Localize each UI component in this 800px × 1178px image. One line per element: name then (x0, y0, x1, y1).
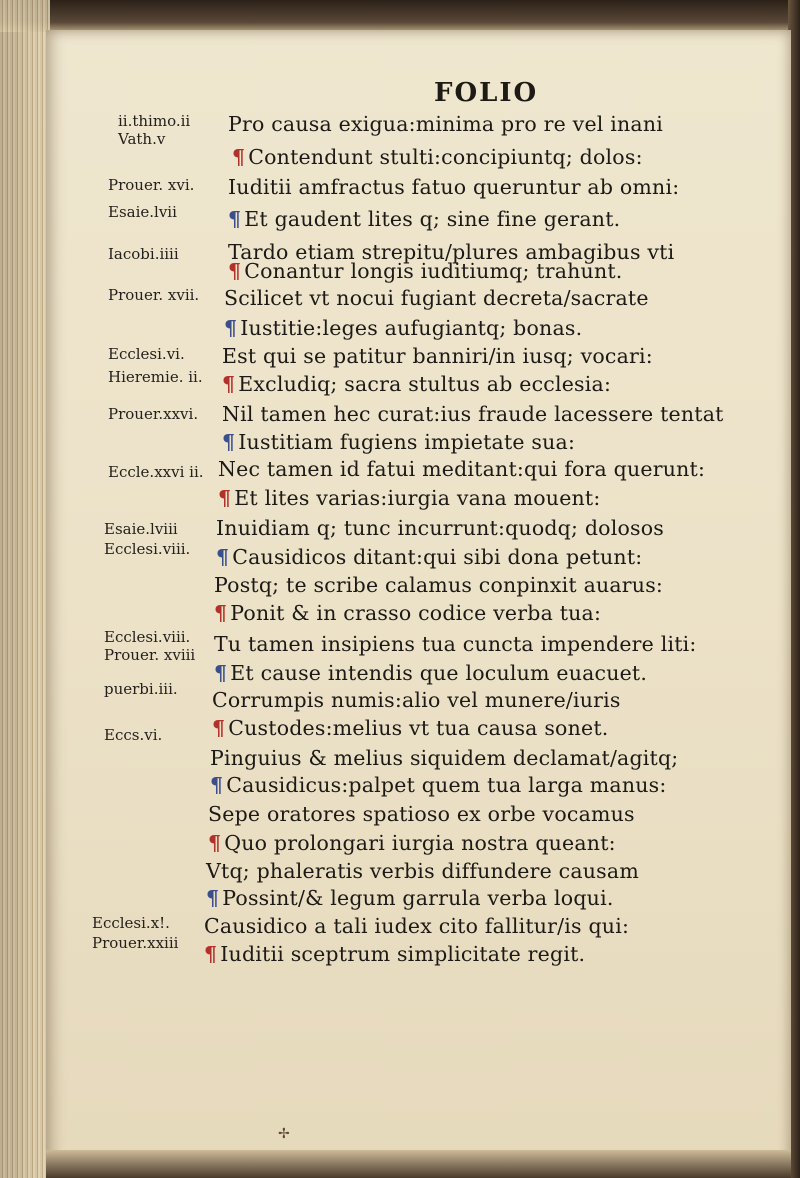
verse-line-text: Iustitie:leges aufugiantq; bonas. (240, 316, 583, 340)
page (46, 30, 791, 1168)
pilcrow-rubric-icon: ¶ (232, 145, 246, 169)
pilcrow-rubric-icon: ¶ (228, 207, 242, 231)
verse-line (206, 886, 614, 910)
verse-line-text: Et cause intendis que loculum euacuet. (230, 661, 648, 685)
margin-note: Prouer. xvii. (108, 286, 200, 304)
verse-line (204, 914, 629, 938)
page-stack-edge (0, 0, 50, 1178)
margin-note: Ecclesi.x!. (92, 914, 170, 932)
verse-line-text: Pinguius & melius siquidem declamat/agitq; (210, 746, 679, 770)
margin-note: Ecclesi.viii. (104, 540, 191, 558)
pilcrow-rubric-icon: ¶ (218, 486, 232, 510)
verse-line-text: Postq; te scribe calamus conpinxit auarus: (214, 573, 664, 597)
signature-mark (278, 1126, 286, 1132)
verse-line-text: Iustitiam fugiens impietate sua: (238, 430, 576, 454)
verse-line (222, 344, 653, 368)
pilcrow-rubric-icon: ¶ (208, 831, 222, 855)
verse-line-text: Quo prolongari iurgia nostra queant: (224, 831, 616, 855)
verse-line (222, 402, 724, 426)
verse-line (214, 632, 697, 656)
margin-note: Prouer. xvi. (108, 176, 195, 194)
verse-line-text: Tu tamen insipiens tua cuncta impendere liti: (214, 632, 697, 656)
verse-line (222, 372, 611, 396)
page-bottom-shadow (46, 1150, 791, 1178)
margin-note: Esaie.lvii (108, 203, 177, 221)
verse-line (210, 746, 678, 770)
margin-note: puerbi.iii. (104, 680, 178, 698)
margin-note: Esaie.lviii (104, 520, 178, 538)
verse-line (208, 802, 635, 826)
pilcrow-rubric-icon: ¶ (214, 661, 228, 685)
verse-line-text: Ponit & in crasso codice verba tua: (230, 601, 602, 625)
margin-note: Hieremie. ii. (108, 368, 203, 386)
verse-line-text: Inuidiam q; tunc incurrunt:quodq; dolosos (216, 516, 664, 540)
verse-line (224, 286, 649, 310)
verse-line-text: Excludiq; sacra stultus ab ecclesia: (238, 372, 612, 396)
pilcrow-rubric-icon: ¶ (214, 601, 228, 625)
verse-line (228, 112, 663, 136)
margin-note: Prouer. xviii (104, 646, 196, 664)
verse-line (224, 316, 582, 340)
verse-line-text: Tardo etiam strepitu/plures ambagibus vti (228, 240, 675, 264)
verse-line-text: Iuditii amfractus fatuo queruntur ab omni: (228, 175, 680, 199)
verse-line-text: Causidico a tali iudex cito fallitur/is qui: (204, 914, 630, 938)
verse-line-text: Custodes:melius vt tua causa sonet. (228, 716, 609, 740)
verse-line (210, 773, 666, 797)
verse-line (218, 457, 705, 481)
pilcrow-rubric-icon: ¶ (216, 545, 230, 569)
verse-line (212, 716, 608, 740)
pilcrow-rubric-icon: ¶ (222, 430, 236, 454)
pilcrow-rubric-icon: ¶ (224, 316, 238, 340)
verse-line-text: Sepe oratores spatioso ex orbe vocamus (208, 802, 635, 826)
verse-line-text: Pro causa exigua:minima pro re vel inani (228, 112, 664, 136)
verse-line-text: Et lites varias:iurgia vana mouent: (234, 486, 601, 510)
verse-line-text: Conantur longis iuditiumq; trahunt. (244, 259, 623, 283)
verse-line-text: Nec tamen id fatui meditant:qui fora querunt: (218, 457, 706, 481)
verse-line-text: Nil tamen hec curat:ius fraude lacessere tentat (222, 402, 724, 426)
verse-line-text: Possint/& legum garrula verba loqui. (222, 886, 614, 910)
pilcrow-rubric-icon: ¶ (222, 372, 236, 396)
verse-line (228, 207, 620, 231)
verse-line (232, 145, 643, 169)
verse-line (216, 545, 642, 569)
pilcrow-rubric-icon: ¶ (210, 773, 224, 797)
pilcrow-rubric-icon: ¶ (204, 942, 218, 966)
margin-note: Iacobi.iiii (108, 245, 179, 263)
verse-line (212, 688, 621, 712)
verse-line (214, 601, 601, 625)
page-header: FOLIO (434, 78, 539, 108)
verse-line (204, 942, 585, 966)
verse-line-text: Iuditii sceptrum simplicitate regit. (220, 942, 586, 966)
verse-line-text: Causidicos ditant:qui sibi dona petunt: (232, 545, 643, 569)
verse-line (208, 831, 616, 855)
verse-line-text: Corrumpis numis:alio vel munere/iuris (212, 688, 621, 712)
margin-note: Vath.v (118, 130, 166, 148)
verse-line-text: Contendunt stulti:concipiuntq; dolos: (248, 145, 643, 169)
margin-note: Eccle.xxvi ii. (108, 463, 204, 481)
verse-line (222, 430, 575, 454)
verse-line (218, 486, 600, 510)
book-top-edge (0, 0, 800, 32)
verse-line (206, 859, 639, 883)
verse-line-text: Vtq; phaleratis verbis diffundere causam (206, 859, 639, 883)
margin-note: Prouer.xxiii (92, 934, 179, 952)
margin-note: Prouer.xxvi. (108, 405, 199, 423)
pilcrow-rubric-icon: ¶ (228, 259, 242, 283)
margin-note: Eccs.vi. (104, 726, 163, 744)
verse-line (216, 516, 664, 540)
verse-line (214, 661, 647, 685)
verse-line (214, 573, 663, 597)
margin-note: ii.thimo.ii (118, 112, 191, 130)
verse-line-text: Causidicus:palpet quem tua larga manus: (226, 773, 667, 797)
margin-note: Ecclesi.viii. (104, 628, 191, 646)
verse-line-text: Est qui se patitur banniri/in iusq; vocari: (222, 344, 653, 368)
pilcrow-rubric-icon: ¶ (212, 716, 226, 740)
margin-note: Ecclesi.vi. (108, 345, 185, 363)
verse-line (228, 175, 679, 199)
pilcrow-rubric-icon: ¶ (206, 886, 220, 910)
verse-line-text: Et gaudent lites q; sine fine gerant. (244, 207, 621, 231)
verse-line (228, 259, 623, 283)
verse-line-text: Scilicet vt nocui fugiant decreta/sacrate (224, 286, 649, 310)
